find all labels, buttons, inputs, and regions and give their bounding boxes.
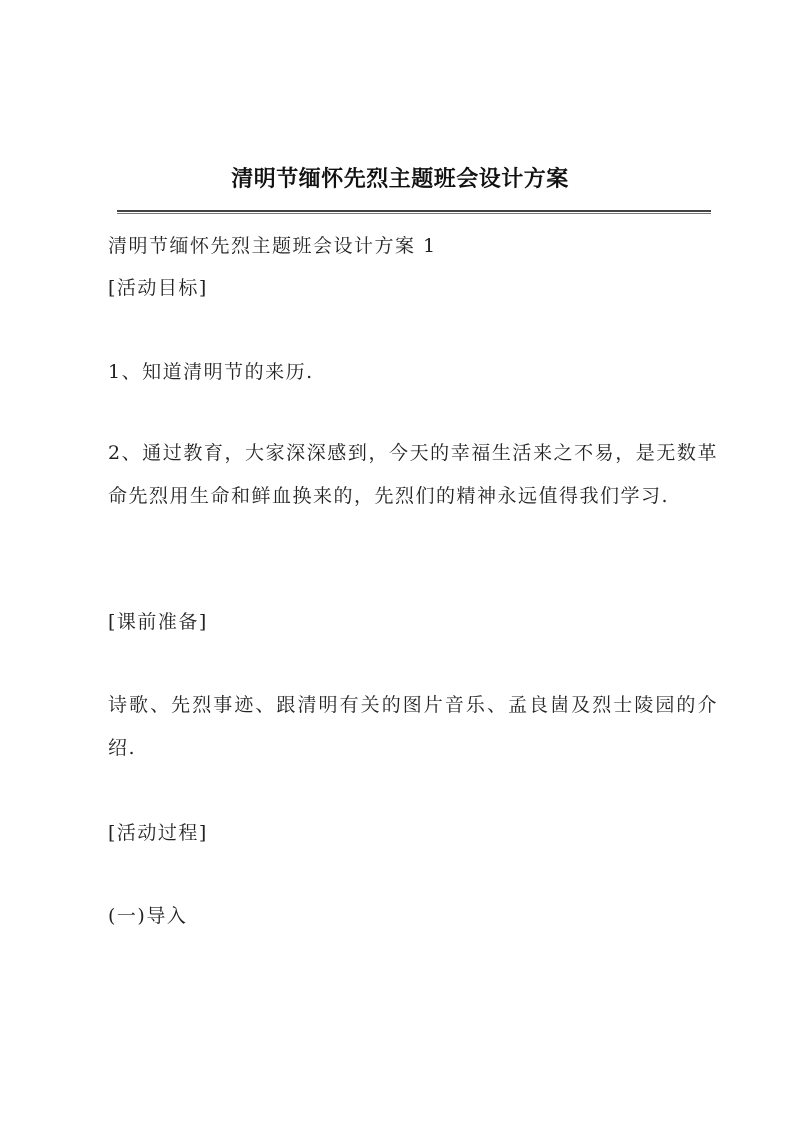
goal-item-2: 2、通过教育，大家深深感到，今天的幸福生活来之不易，是无数革命先烈用生命和鲜血换来的，先烈们的精神永远值得我们学习. [108,442,718,507]
section-heading-process: [活动过程] [108,822,208,844]
title-divider [117,210,711,214]
goal-item-1: 1、知道清明节的来历. [108,361,314,383]
section-subtitle: 清明节缅怀先烈主题班会设计方案 1 [108,235,437,257]
section-heading-goals: [活动目标] [108,277,208,299]
document-title: 清明节缅怀先烈主题班会设计方案 [231,166,569,192]
process-step-1: (一)导入 [108,905,188,927]
section-heading-prep: [课前准备] [108,611,208,633]
prep-paragraph: 诗歌、先烈事迹、跟清明有关的图片音乐、孟良崮及烈士陵园的介绍. [108,694,718,759]
